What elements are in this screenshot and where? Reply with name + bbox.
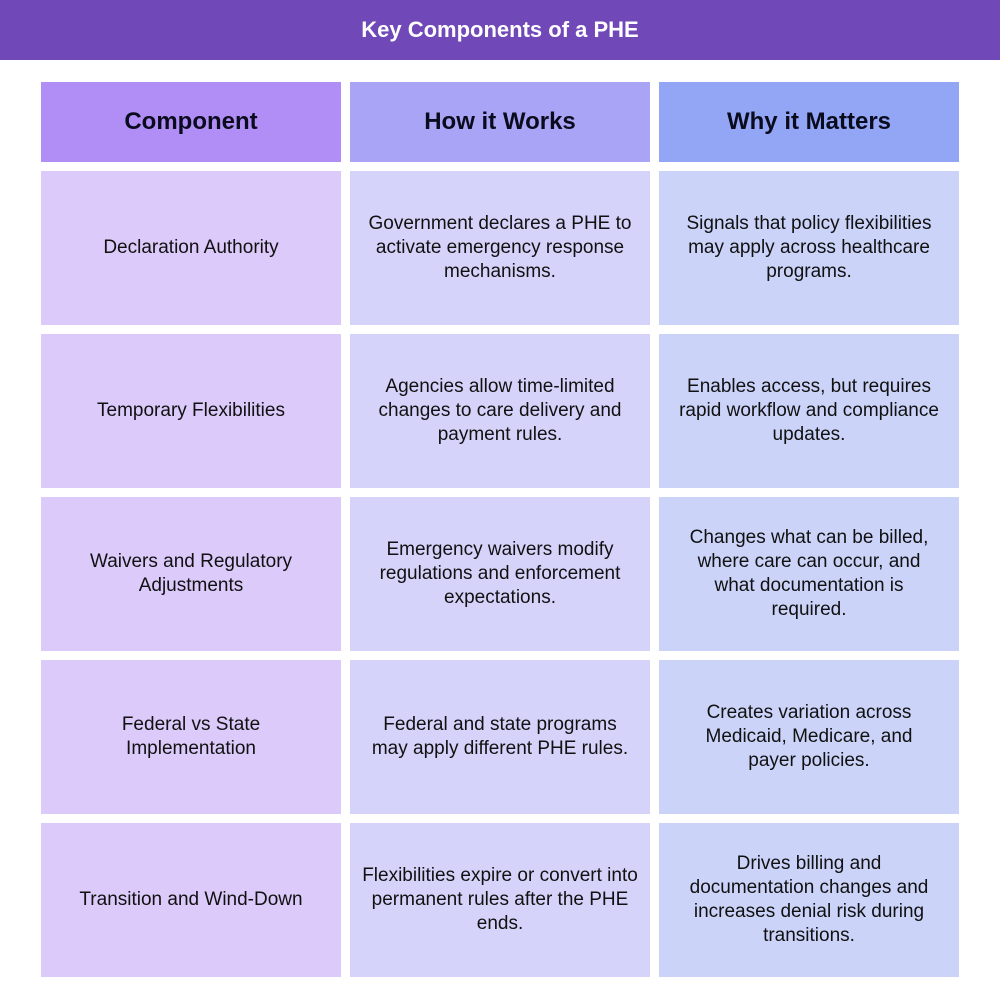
table-cell <box>350 497 650 651</box>
page-title: Key Components of a PHE <box>361 17 639 42</box>
components-table <box>41 82 959 977</box>
cell-text: Government declares a PHE to activate emergency response mechanisms. <box>368 213 632 282</box>
table-cell <box>659 334 959 488</box>
cell-text: Drives billing and documentation changes and increases denial risk during transitions. <box>689 853 929 946</box>
title-bar <box>0 0 1000 60</box>
table-cell <box>41 171 341 325</box>
table-cell <box>659 497 959 651</box>
header-component <box>41 82 341 162</box>
header-label: Component <box>124 108 258 135</box>
cell-text: Enables access, but requires rapid workflow and compliance updates. <box>679 376 939 445</box>
cell-text: Agencies allow time-limited changes to care delivery and payment rules. <box>378 376 622 445</box>
table-cell <box>41 823 341 977</box>
cell-text: Temporary Flexibilities <box>97 400 285 421</box>
cell-text: Waivers and Regulatory Adjustments <box>89 551 293 596</box>
table-cell <box>659 171 959 325</box>
table-cell <box>659 823 959 977</box>
cell-text: Federal and state programs may apply different PHE rules. <box>371 714 629 759</box>
cell-text: Federal vs State Implementation <box>121 714 261 759</box>
cell-text: Creates variation across Medicaid, Medicare, and payer policies. <box>705 702 913 771</box>
header-why-it-matters <box>659 82 959 162</box>
table-cell <box>41 497 341 651</box>
cell-text: Declaration Authority <box>103 237 279 258</box>
header-how-it-works <box>350 82 650 162</box>
cell-text: Signals that policy flexibilities may apply across healthcare programs. <box>686 213 932 282</box>
cell-text: Flexibilities expire or convert into permanent rules after the PHE ends. <box>362 865 638 934</box>
cell-text: Emergency waivers modify regulations and enforcement expectations. <box>379 539 621 608</box>
table-cell <box>350 171 650 325</box>
cell-text: Transition and Wind-Down <box>79 889 303 910</box>
header-label: Why it Matters <box>726 108 891 135</box>
table-cell <box>350 823 650 977</box>
table-cell <box>350 334 650 488</box>
cell-text: Changes what can be billed, where care can occur, and what documentation is required. <box>689 527 929 620</box>
table-cell <box>41 334 341 488</box>
table-cell <box>659 660 959 814</box>
table-cell <box>350 660 650 814</box>
header-label: How it Works <box>424 108 576 135</box>
table-cell <box>41 660 341 814</box>
